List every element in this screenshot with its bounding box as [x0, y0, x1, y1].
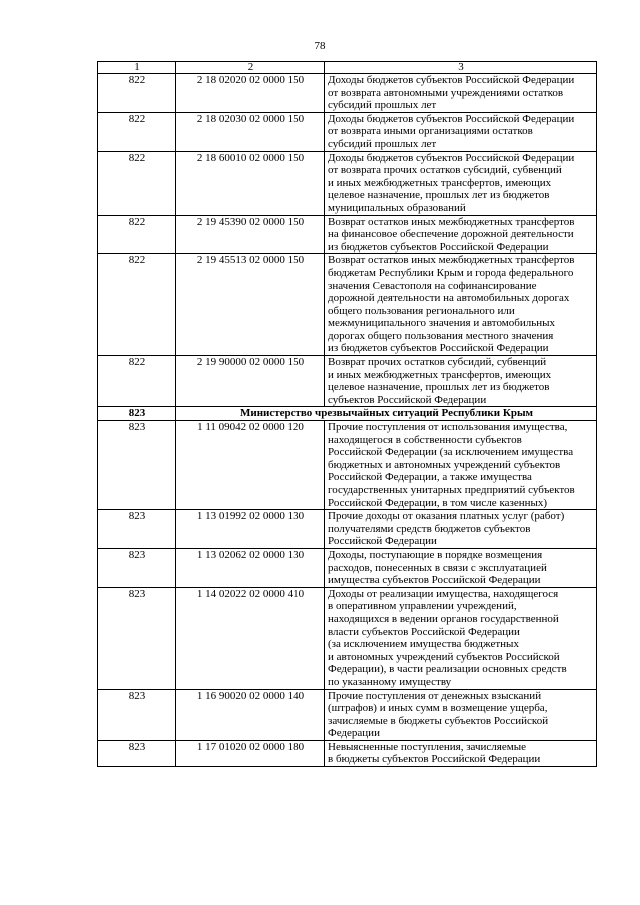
description-line: Российской Федерации	[328, 535, 437, 548]
page-number: 78	[314, 40, 326, 52]
description-line: Федерации), в части реализации основных средств	[328, 663, 567, 676]
table-row	[98, 421, 597, 510]
description-cell	[325, 151, 597, 215]
description-cell	[325, 587, 597, 689]
table-row	[98, 254, 597, 356]
table-row	[98, 689, 597, 740]
admin-code-cell: 823	[98, 421, 176, 510]
description-line: Доходы от реализации имущества, находящегося	[328, 587, 559, 600]
table-row	[98, 548, 597, 587]
description-line: Возврат остатков иных межбюджетных трансфертов	[328, 254, 575, 267]
description-cell	[325, 510, 597, 549]
description-line: Доходы бюджетов субъектов Российской Федерации	[328, 74, 575, 86]
admin-code-cell: 822	[98, 254, 176, 356]
description-line: Прочие поступления от использования имущества,	[328, 421, 568, 434]
table-row	[98, 151, 597, 215]
description-line: (за исключением имущества бюджетных	[328, 638, 519, 651]
description-line: Российской Федерации, в том числе казенных)	[328, 496, 548, 509]
description-line: из бюджетов субъектов Российской Федерации	[328, 240, 549, 253]
admin-code-cell: 823	[98, 510, 176, 549]
table-row	[98, 740, 597, 766]
description-line: целевое назначение, прошлых лет из бюджетов	[328, 381, 550, 394]
description-line: расходов, понесенных в связи с эксплуатацией	[328, 561, 547, 574]
description-line: от возврата иными организациями остатков	[328, 125, 533, 138]
description-line: субсидий прошлых лет	[328, 99, 437, 112]
table-row	[98, 356, 597, 407]
column-number-1: 1	[98, 62, 176, 74]
description-cell	[325, 421, 597, 510]
description-cell	[325, 548, 597, 587]
revenue-code-cell: 2 18 60010 02 0000 150	[176, 151, 325, 215]
description-line: Российской Федерации (за исключением имущества	[328, 446, 574, 459]
description-line: Возврат прочих остатков субсидий, субвенций	[328, 356, 547, 369]
description-line: Федерации	[328, 727, 380, 740]
admin-code-cell: 822	[98, 356, 176, 407]
admin-code-cell: 823	[98, 587, 176, 689]
description-line: целевое назначение, прошлых лет из бюджетов	[328, 189, 550, 202]
description-line: на финансовое обеспечение дорожной деятельности	[328, 228, 574, 241]
column-number-2: 2	[176, 62, 325, 74]
table-row	[98, 112, 597, 151]
admin-code-cell: 822	[98, 215, 176, 254]
revenue-code-cell: 2 19 45513 02 0000 150	[176, 254, 325, 356]
revenue-code-cell: 1 16 90020 02 0000 140	[176, 689, 325, 740]
description-line: имущества субъектов Российской Федерации	[328, 574, 541, 587]
description-line: в бюджеты субъектов Российской Федерации	[328, 753, 541, 766]
revenue-code-cell: 1 14 02022 02 0000 410	[176, 587, 325, 689]
admin-code-cell: 823	[98, 689, 176, 740]
description-line: межмуниципального значения и автомобильных	[328, 317, 555, 330]
table-body	[98, 62, 597, 767]
description-line: от возврата автономными учреждениями остатков	[328, 86, 564, 99]
description-line: от возврата прочих остатков субсидий, субвенций	[328, 164, 562, 177]
description-line: и иных межбюджетных трансфертов, имеющих	[328, 176, 552, 189]
description-line: значения Севастополя на софинансирование	[328, 279, 537, 292]
description-line: Доходы, поступающие в порядке возмещения	[328, 548, 543, 561]
description-line: бюджетных и автономных учреждений субъектов	[328, 458, 561, 471]
description-line: и иных межбюджетных трансфертов, имеющих	[328, 368, 552, 381]
description-line: дорожной деятельности на автомобильных дорогах	[328, 292, 570, 305]
admin-code-cell: 823	[98, 740, 176, 766]
revenue-code-cell: 1 13 02062 02 0000 130	[176, 548, 325, 587]
revenue-code-cell: 2 19 45390 02 0000 150	[176, 215, 325, 254]
table-row	[98, 215, 597, 254]
description-line: Возврат остатков иных межбюджетных трансфертов	[328, 215, 575, 228]
description-cell	[325, 112, 597, 151]
column-number-3: 3	[325, 62, 597, 74]
description-line: находящегося в собственности субъектов	[328, 433, 522, 446]
admin-code-cell: 822	[98, 112, 176, 151]
description-line: дорогах общего пользования местного значения	[328, 329, 554, 342]
description-cell	[325, 740, 597, 766]
description-line: Доходы бюджетов субъектов Российской Федерации	[328, 151, 575, 164]
description-line: получателями средств бюджетов субъектов	[328, 522, 531, 535]
table-row	[98, 74, 597, 113]
description-line: зачисляемые в бюджеты субъектов Российской	[328, 714, 549, 727]
revenue-code-cell: 2 19 90000 02 0000 150	[176, 356, 325, 407]
description-line: субъектов Российской Федерации	[328, 393, 487, 406]
admin-code-cell: 822	[98, 151, 176, 215]
description-line: находящихся в ведении органов государственной	[328, 612, 559, 625]
description-line: бюджетам Республики Крым и города федерального	[328, 266, 574, 279]
description-cell	[325, 689, 597, 740]
description-line: общего пользования регионального или	[328, 304, 515, 317]
admin-code-cell: 823	[98, 548, 176, 587]
admin-code-cell: 822	[98, 74, 176, 113]
description-cell	[325, 74, 597, 113]
revenue-code-cell: 1 13 01992 02 0000 130	[176, 510, 325, 549]
description-cell	[325, 215, 597, 254]
table-row	[98, 510, 597, 549]
description-line: Российской Федерации, а также имущества	[328, 471, 532, 484]
description-line: Прочие поступления от денежных взысканий	[328, 689, 542, 702]
description-line: Доходы бюджетов субъектов Российской Федерации	[328, 112, 575, 125]
revenue-code-cell: 1 17 01020 02 0000 180	[176, 740, 325, 766]
description-line: из бюджетов субъектов Российской Федерации	[328, 342, 549, 355]
description-cell	[325, 356, 597, 407]
description-line: Прочие доходы от оказания платных услуг (работ)	[328, 510, 565, 523]
description-line: (штрафов) и иных сумм в возмещение ущерба,	[328, 702, 548, 715]
description-line: субсидий прошлых лет	[328, 137, 437, 150]
description-line: и автономных учреждений субъектов Российской	[328, 650, 560, 663]
description-line: Невыясненные поступления, зачисляемые	[328, 740, 526, 753]
column-number-header	[98, 62, 597, 74]
description-line: по указанному имуществу	[328, 675, 452, 688]
revenue-code-cell: 2 18 02020 02 0000 150	[176, 74, 325, 113]
section-admin-code: 823	[98, 407, 176, 421]
table-row	[98, 587, 597, 689]
description-line: власти субъектов Российской Федерации	[328, 625, 520, 638]
revenue-codes-table	[97, 61, 597, 767]
section-header-row	[98, 407, 597, 421]
description-line: в оперативном управлении учреждений,	[328, 600, 517, 613]
revenue-code-cell: 2 18 02030 02 0000 150	[176, 112, 325, 151]
revenue-code-cell: 1 11 09042 02 0000 120	[176, 421, 325, 510]
description-line: государственных унитарных предприятий субъектов	[328, 484, 575, 496]
description-cell	[325, 254, 597, 356]
section-title: Министерство чрезвычайных ситуаций Республики Крым	[176, 407, 597, 421]
description-line: муниципальных образований	[328, 201, 466, 214]
